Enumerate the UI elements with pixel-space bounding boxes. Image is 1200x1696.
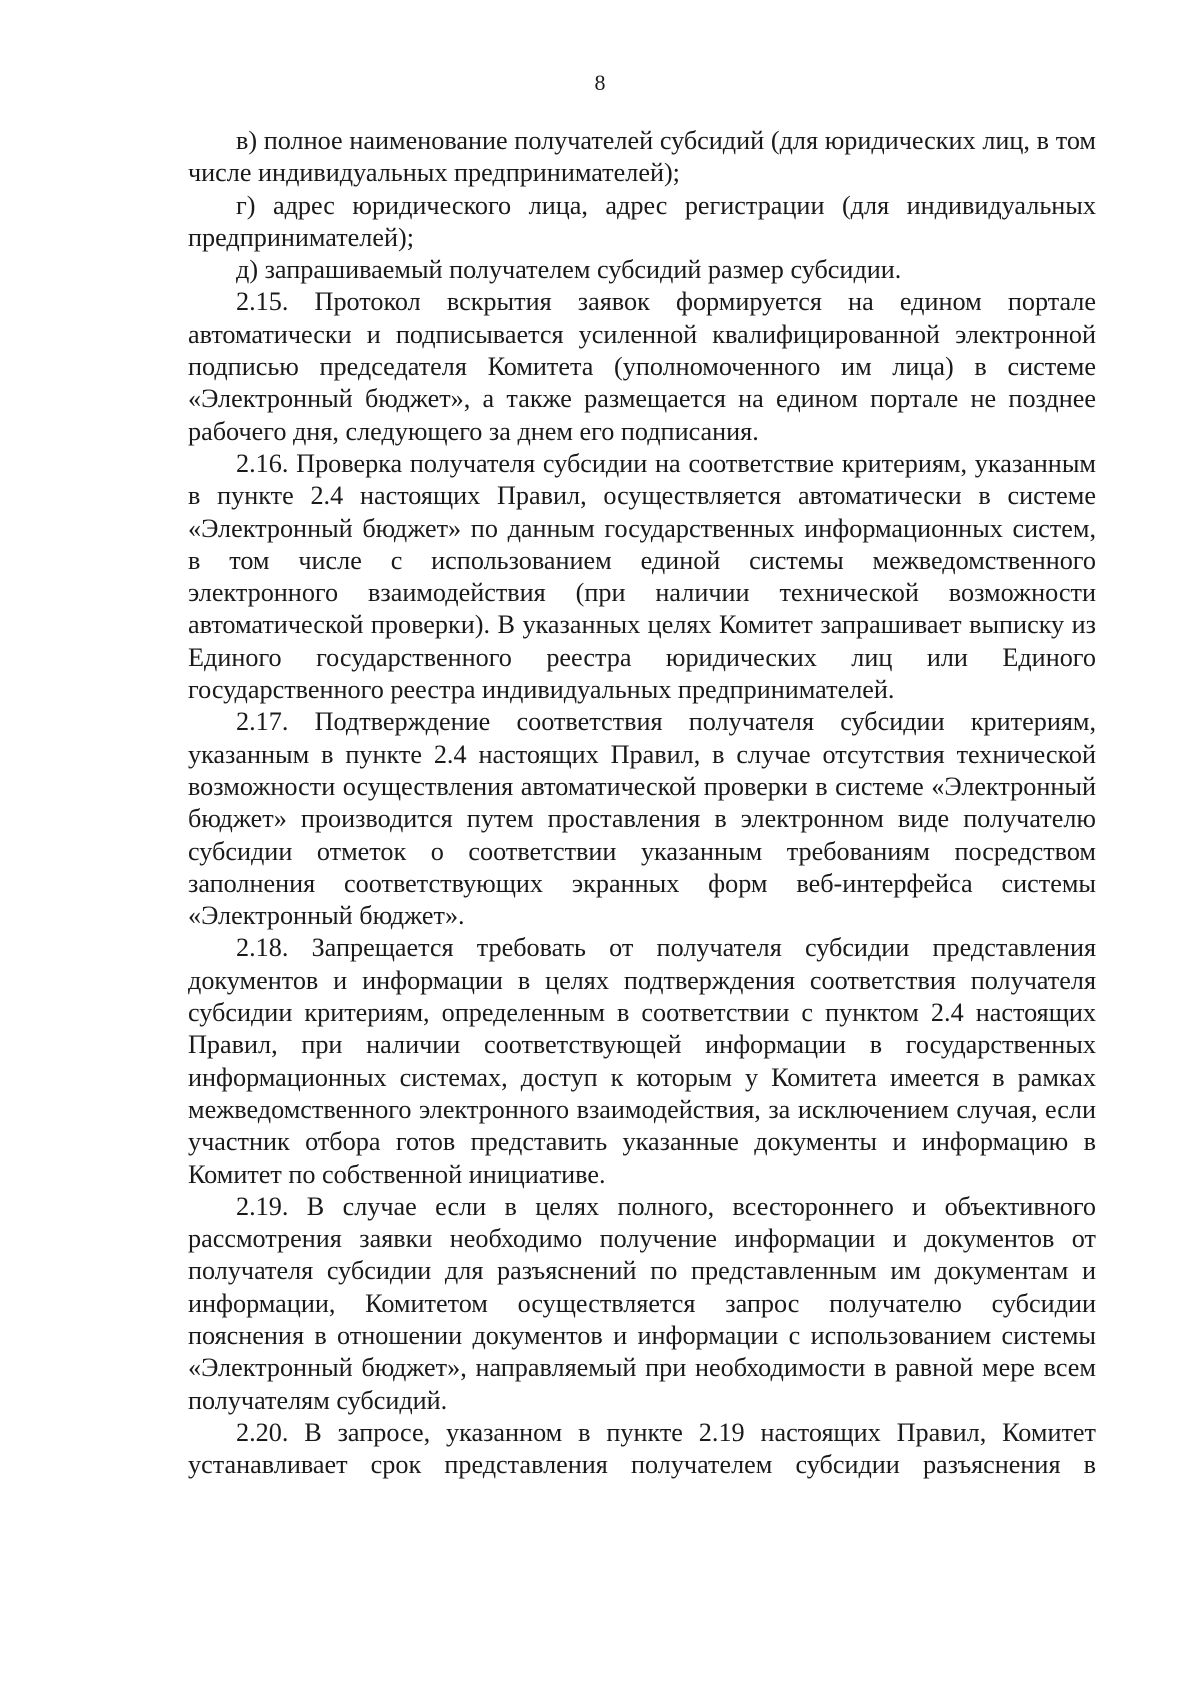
paragraph-2-17: 2.17. Подтверждение соответствия получателя субсидии критериям, указанным в пункте 2.4 настоящих Правил, в случае отсутствия технической возможности осуществления автоматической проверки в системе «Электронный бюджет» производится путем проставления в электронном виде получателю субсидии отметок о соответствии указанным требованиям посредством заполнения соответствующих экранных форм веб-интерфейса системы «Электронный бюджет». [188,707,1096,931]
page-number: 8 [594,70,606,95]
paragraph-2-15: 2.15. Протокол вскрытия заявок формируется на едином портале автоматически и подписывается усиленной квалифицированной электронной подписью председателя Комитета (уполномоченного им лица) в системе «Электронный бюджет», а также размещается на едином портале не позднее рабочего дня, следующего за днем его подписания. [188,287,1096,446]
paragraph-v: в) полное наименование получателей субсидий (для юридических лиц, в том числе индивидуальных предпринимателей); [188,126,1096,188]
paragraph-2-19: 2.19. В случае если в целях полного, всестороннего и объективного рассмотрения заявки необходимо получение информации и документов от получателя субсидии для разъяснений по представленным им документам и информации, Комитетом осуществляется запрос получателю субсидии пояснения в отношении документов и информации с использованием системы «Электронный бюджет», направляемый при необходимости в равной мере всем получателям субсидий. [188,1191,1096,1415]
paragraph-2-20: 2.20. В запросе, указанном в пункте 2.19 настоящих Правил, Комитет устанавливает срок представления получателем субсидии разъяснения в [188,1417,1096,1480]
paragraph-2-16: 2.16. Проверка получателя субсидии на соответствие критериям, указанным в пункте 2.4 настоящих Правил, осуществляется автоматически в системе «Электронный бюджет» по данным государственных информационных систем, в том числе с использованием единой системы межведомственного электронного взаимодействия (при наличии технической возможности автоматической проверки). В указанных целях Комитет запрашивает выписку из Единого государственного реестра юридических лиц или Единого государственного реестра индивидуальных предпринимателей. [188,448,1096,705]
paragraph-d: д) запрашиваемый получателем субсидий размер субсидии. [236,255,902,285]
paragraph-2-18: 2.18. Запрещается требовать от получателя субсидии представления документов и информации в целях подтверждения соответствия получателя субсидии критериям, определенным в соответствии с пунктом 2.4 настоящих Правил, при наличии соответствующей информации в государственных информационных системах, доступ к которым у Комитета имеется в рамках межведомственного электронного взаимодействия, за исключением случая, если участник отбора готов представить указанные документы и информацию в Комитет по собственной инициативе. [188,933,1096,1189]
paragraph-g: г) адрес юридического лица, адрес регистрации (для индивидуальных предпринимателей); [188,190,1096,252]
document-body [188,125,1096,1481]
